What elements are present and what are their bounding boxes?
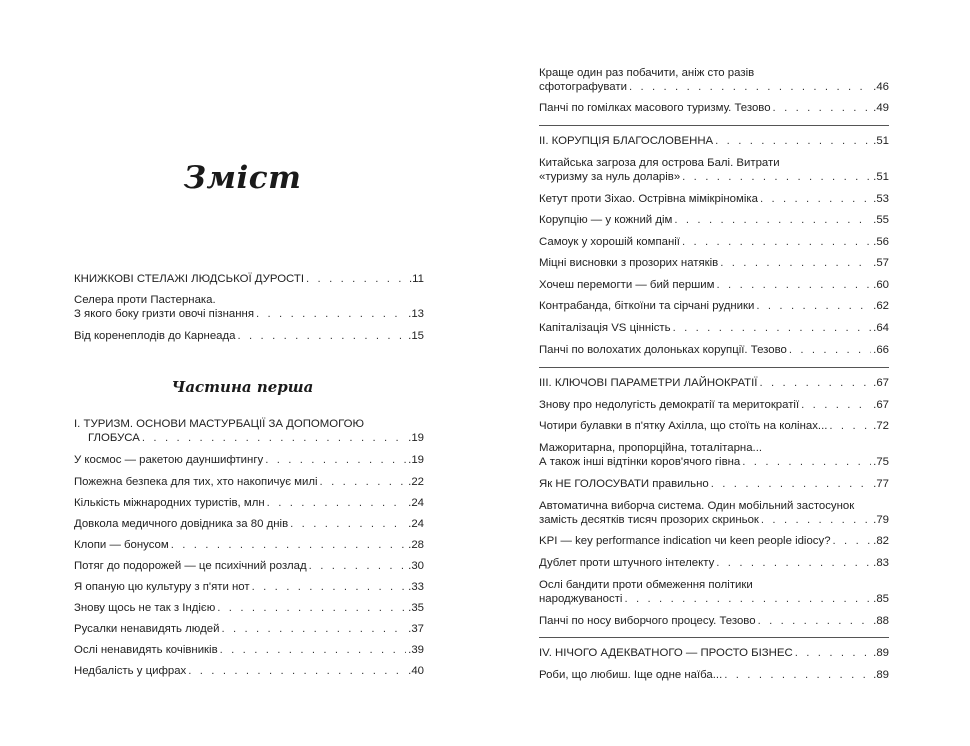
dot-leader xyxy=(758,614,872,628)
entry-text: Контрабанда, біткоїни та сірчані рудники xyxy=(539,300,755,312)
dot-leader xyxy=(306,272,407,286)
dot-leader xyxy=(674,213,871,227)
toc-entry[interactable] xyxy=(74,272,424,286)
page-number: .82 xyxy=(873,535,889,547)
entry-line xyxy=(74,517,424,531)
page-number: .89 xyxy=(873,669,889,681)
page-number: .60 xyxy=(873,279,889,291)
toc-entry[interactable] xyxy=(539,499,889,527)
entry-text: Пожежна безпека для тих, хто накопичує милі xyxy=(74,476,318,488)
toc-entry[interactable] xyxy=(539,343,889,357)
page-number: .33 xyxy=(408,581,424,593)
entry-text: І. ТУРИЗМ. ОСНОВИ МАСТУРБАЦІЇ ЗА ДОПОМОГОЮ xyxy=(74,418,365,430)
entry-line xyxy=(74,538,424,552)
dot-leader xyxy=(789,343,871,357)
entry-line xyxy=(539,556,889,570)
toc-entry[interactable] xyxy=(539,256,889,270)
page-number: .83 xyxy=(873,557,889,569)
entry-text: Корупцію — у кожний дім xyxy=(539,214,673,226)
toc-entry[interactable] xyxy=(539,398,889,412)
entry-text: У космос — ракетою дауншифтингу xyxy=(74,454,264,466)
entry-text: ІІІ. КЛЮЧОВІ ПАРАМЕТРИ ЛАЙНОКРАТІЇ xyxy=(539,377,758,389)
entry-line xyxy=(539,213,889,227)
toc-entry[interactable] xyxy=(539,299,889,313)
dot-leader xyxy=(795,646,871,660)
entry-line xyxy=(539,256,889,270)
toc-entry[interactable] xyxy=(74,329,424,343)
toc-entry[interactable] xyxy=(74,601,424,615)
page-number: .11 xyxy=(409,273,424,285)
entry-line xyxy=(539,80,889,94)
entry-text: KPI — key performance indication чи keen people idiocy? xyxy=(539,535,831,547)
entry-text: Китайська загроза для острова Балі. Витрати xyxy=(539,157,780,169)
toc-entry[interactable] xyxy=(539,477,889,491)
entry-line xyxy=(74,272,424,286)
part-title: Частина перша xyxy=(171,378,314,396)
dot-leader xyxy=(801,398,871,412)
dot-leader xyxy=(715,134,871,148)
entry-line xyxy=(539,192,889,206)
toc-entry[interactable] xyxy=(539,235,889,249)
dot-leader xyxy=(320,475,407,489)
entry-text: Міцні висновки з прозорих натяків xyxy=(539,257,719,269)
entry-text: Панчі по носу виборчого процесу. Тезово xyxy=(539,615,756,627)
entry-text: Роби, що любиш. Іще одне наїба... xyxy=(539,669,723,681)
toc-entry[interactable] xyxy=(74,622,424,636)
dot-leader xyxy=(724,668,871,682)
page-number: .56 xyxy=(873,236,889,248)
entry-text: Ослі бандити проти обмеження політики xyxy=(539,579,753,591)
dot-leader xyxy=(188,664,406,678)
entry-line xyxy=(539,513,889,527)
dot-leader xyxy=(682,235,871,249)
entry-line xyxy=(539,299,889,313)
page-number: .77 xyxy=(873,478,889,490)
page-number: .62 xyxy=(873,300,889,312)
dot-leader xyxy=(742,455,871,469)
entry-line xyxy=(74,601,424,615)
dot-leader xyxy=(761,513,871,527)
dot-leader xyxy=(711,477,871,491)
entry-text: замість десятків тисяч прозорих скриньок xyxy=(539,514,759,526)
entry-text: Панчі по гомілках масового туризму. Тезово xyxy=(539,102,771,114)
page-number: .67 xyxy=(873,377,889,389)
page-number: .85 xyxy=(873,593,889,605)
toc-entry[interactable] xyxy=(539,278,889,292)
entry-text: ГЛОБУСА xyxy=(88,432,140,444)
dot-leader xyxy=(682,170,871,184)
dot-leader xyxy=(760,192,871,206)
entry-line xyxy=(74,580,424,594)
page-number: .13 xyxy=(408,308,424,320)
page-number: .39 xyxy=(408,644,424,656)
entry-line xyxy=(539,134,889,148)
entry-line xyxy=(74,496,424,510)
page-number: .79 xyxy=(873,514,889,526)
dot-leader xyxy=(309,559,406,573)
entry-line xyxy=(539,534,889,548)
entry-text: Чотири булавки в п'ятку Ахілла, що стоїть на колінах... xyxy=(539,420,828,432)
entry-text: Панчі по волохатих долоньках корупції. Тезово xyxy=(539,344,787,356)
entry-text: Кількість міжнародних туристів, млн xyxy=(74,497,265,509)
toc-entry[interactable] xyxy=(74,559,424,573)
dot-leader xyxy=(142,431,406,445)
page-number: .72 xyxy=(873,420,889,432)
page-number: .19 xyxy=(408,454,424,466)
dot-leader xyxy=(290,517,406,531)
toc-entry[interactable] xyxy=(539,66,889,94)
entry-text: Клопи — бонусом xyxy=(74,539,169,551)
entry-line xyxy=(539,398,889,412)
dot-leader xyxy=(717,278,872,292)
entry-text: народжуваності xyxy=(539,593,623,605)
entry-text: «туризму за нуль доларів» xyxy=(539,171,681,183)
entry-text: IV. НІЧОГО АДЕКВАТНОГО — ПРОСТО БІЗНЕС xyxy=(539,647,793,659)
dot-leader xyxy=(221,622,406,636)
entry-text: Автоматична виборча система. Один мобільний застосунок xyxy=(539,500,855,512)
entry-line xyxy=(74,431,424,445)
toc-entry[interactable] xyxy=(539,376,889,390)
entry-text: Хочеш перемогти — бий першим xyxy=(539,279,715,291)
entry-line xyxy=(539,477,889,491)
toc-entry[interactable] xyxy=(74,664,424,678)
page-number: .24 xyxy=(408,518,424,530)
entry-line xyxy=(539,614,889,628)
dot-leader xyxy=(673,321,872,335)
section-divider xyxy=(539,125,889,126)
toc-entry[interactable] xyxy=(74,293,424,321)
page-number: .55 xyxy=(873,214,889,226)
entry-text: Як НЕ ГОЛОСУВАТИ правильно xyxy=(539,478,709,490)
page-number: .28 xyxy=(408,539,424,551)
dot-leader xyxy=(773,101,872,115)
toc-entry[interactable] xyxy=(539,534,889,548)
page-number: .37 xyxy=(408,623,424,635)
entry-text: А також інші відтінки коров'ячого гівна xyxy=(539,456,741,468)
entry-text: Краще один раз побачити, аніж сто разів xyxy=(539,67,755,79)
page-number: .51 xyxy=(873,135,889,147)
entry-text: Потяг до подорожей — це психічний розлад xyxy=(74,560,307,572)
toc-entry[interactable] xyxy=(74,417,424,445)
dot-leader xyxy=(265,453,406,467)
dot-leader xyxy=(829,419,871,433)
entry-text: ІІ. КОРУПЦІЯ БЛАГОСЛОВЕННА xyxy=(539,135,714,147)
dot-leader xyxy=(759,376,871,390)
entry-line xyxy=(539,376,889,390)
dot-leader xyxy=(833,534,872,548)
entry-text: З якого боку гризти овочі пізнання xyxy=(74,308,254,320)
page-number: .22 xyxy=(408,476,424,488)
page-number: .88 xyxy=(873,615,889,627)
page-number: .46 xyxy=(873,81,889,93)
entry-line xyxy=(539,592,889,606)
dot-leader xyxy=(256,307,406,321)
dot-leader xyxy=(252,580,407,594)
page-number: .64 xyxy=(873,322,889,334)
toc-entry[interactable] xyxy=(539,134,889,148)
entry-text: Довкола медичного довідника за 80 днів xyxy=(74,518,289,530)
toc-entry[interactable] xyxy=(74,475,424,489)
entry-line xyxy=(539,321,889,335)
entry-line xyxy=(539,235,889,249)
toc-entry[interactable] xyxy=(539,101,889,115)
toc-entry[interactable] xyxy=(539,614,889,628)
page-number: .30 xyxy=(408,560,424,572)
entry-text: Знову щось не так з Індією xyxy=(74,602,216,614)
entry-text: Мажоритарна, пропорційна, тоталітарна... xyxy=(539,442,763,454)
toc-entry[interactable] xyxy=(539,213,889,227)
toc-entry[interactable] xyxy=(74,517,424,531)
entry-line xyxy=(74,475,424,489)
entry-line xyxy=(539,668,889,682)
entry-line xyxy=(539,419,889,433)
entry-line xyxy=(74,559,424,573)
entry-text: Ослі ненавидять кочівників xyxy=(74,644,218,656)
toc-entry[interactable] xyxy=(74,496,424,510)
toc-entry[interactable] xyxy=(74,580,424,594)
section-divider xyxy=(539,637,889,638)
dot-leader xyxy=(720,256,871,270)
entry-text: Від коренеплодів до Карнеада xyxy=(74,330,236,342)
entry-text: сфотографувати xyxy=(539,81,627,93)
page-number: .49 xyxy=(873,102,889,114)
dot-leader xyxy=(217,601,406,615)
entry-line xyxy=(539,101,889,115)
entry-text: Кетут проти Зіхао. Острівна мімікріноміка xyxy=(539,193,758,205)
toc-entry[interactable] xyxy=(74,453,424,467)
toc-title: Зміст xyxy=(183,160,302,196)
entry-line xyxy=(539,343,889,357)
entry-text: Я опаную цю культуру з п'яти нот xyxy=(74,581,250,593)
page-number: .75 xyxy=(873,456,889,468)
toc-entry[interactable] xyxy=(74,643,424,657)
entry-text: КНИЖКОВІ СТЕЛАЖІ ЛЮДСЬКОЇ ДУРОСТІ xyxy=(74,273,305,285)
dot-leader xyxy=(716,556,871,570)
dot-leader xyxy=(220,643,407,657)
page-number: .53 xyxy=(873,193,889,205)
page-number: .66 xyxy=(873,344,889,356)
dot-leader xyxy=(629,80,871,94)
entry-line xyxy=(539,278,889,292)
entry-line xyxy=(539,646,889,660)
entry-line xyxy=(539,170,889,184)
entry-text: Недбалість у цифрах xyxy=(74,665,187,677)
toc-entry[interactable] xyxy=(74,538,424,552)
toc-entry[interactable] xyxy=(539,668,889,682)
entry-text: Капіталізація VS цінність xyxy=(539,322,671,334)
toc-entry[interactable] xyxy=(539,419,889,433)
section-divider xyxy=(539,367,889,368)
toc-entry[interactable] xyxy=(539,441,889,469)
toc-entry[interactable] xyxy=(539,156,889,184)
entry-text: Селера проти Пастернака. xyxy=(74,294,216,306)
entry-line xyxy=(539,455,889,469)
toc-entry[interactable] xyxy=(539,578,889,606)
toc-entry[interactable] xyxy=(539,192,889,206)
entry-line xyxy=(74,329,424,343)
dot-leader xyxy=(756,299,871,313)
dot-leader xyxy=(171,538,406,552)
page-number: .15 xyxy=(408,330,424,342)
entry-line xyxy=(74,643,424,657)
page-number: .40 xyxy=(408,665,424,677)
page-number: .57 xyxy=(873,257,889,269)
dot-leader xyxy=(238,329,407,343)
entry-text: Дублет проти штучного інтелекту xyxy=(539,557,715,569)
entry-line xyxy=(74,664,424,678)
page-number: .19 xyxy=(408,432,424,444)
page-number: .24 xyxy=(408,497,424,509)
dot-leader xyxy=(624,592,871,606)
page-number: .35 xyxy=(408,602,424,614)
page-number: .51 xyxy=(873,171,889,183)
dot-leader xyxy=(267,496,406,510)
entry-text: Самоук у хорошій компанії xyxy=(539,236,680,248)
entry-line xyxy=(74,307,424,321)
toc-entry[interactable] xyxy=(539,321,889,335)
entry-text: Знову про недолугість демократії та меритократії xyxy=(539,399,800,411)
page-number: .67 xyxy=(873,399,889,411)
entry-text: Русалки ненавидять людей xyxy=(74,623,220,635)
toc-entry[interactable] xyxy=(539,556,889,570)
toc-entry[interactable] xyxy=(539,646,889,660)
page-number: .89 xyxy=(873,647,889,659)
right-page xyxy=(485,0,970,746)
entry-line xyxy=(74,453,424,467)
entry-line xyxy=(74,622,424,636)
